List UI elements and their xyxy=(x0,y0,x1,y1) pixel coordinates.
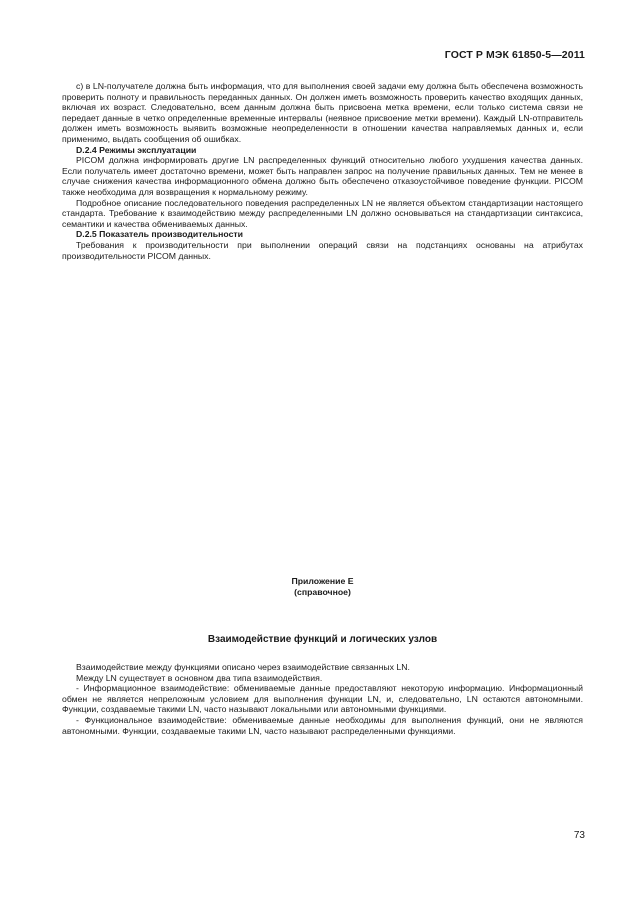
paragraph-e-1: Взаимодействие между функциями описано через взаимодействие связанных LN. xyxy=(76,662,410,672)
appendix-title: Приложение Е xyxy=(291,576,354,586)
appendix-subtitle: (справочное) xyxy=(294,587,351,597)
paragraph-d2-5: Требования к производительности при выполнении операций связи на подстанциях основаны на атрибутах производительности PICOM данных. xyxy=(62,239,583,261)
paragraph-item-c: с) в LN-получателе должна быть информация, что для выполнения своей задачи ему должна быть обеспечена возможность проверить полноту и правильность переданных данных. Он должен иметь возможность проверить качество входящих данных, включая их возраст. Следовательно, всем данным должна быть присвоена метка времени, если только система связи не передает данные в четко определенные временные интервалы (неявное присвоение метки времени). Каждый LN-отправитель должен иметь возможность выявить возможные неопределенности в отношении качества направляемых данных и, если применимо, выдать сообщения об ошибках. xyxy=(62,81,583,144)
page-number: 73 xyxy=(573,830,585,841)
paragraph-d2-4-2: Подробное описание последовательного поведения распределенных LN не является объектом стандартизации настоящего стандарта. Требование к взаимодействию между распределенными LN должно основываться на стандартизации синтаксиса, семантики и качества обмениваемых данных. xyxy=(62,197,583,229)
heading-d2-4: D.2.4 Режимы эксплуатации xyxy=(76,144,197,155)
section-appendix-e-body xyxy=(62,662,583,736)
appendix-label xyxy=(62,576,583,598)
paragraph-e-3: - Информационное взаимодействие: обмениваемые данные предоставляют некоторую информацию. Информационный обмен не является непреложным условием для выполнения функции LN, и, следовательно, LN остаются автономными. Функции, создаваемые такими LN, часто называют локальными или автономными функциями. xyxy=(62,683,583,715)
paragraph-d2-4-1: PICOM должна информировать другие LN распределенных функций относительно любого ухудшения качества данных. Если получатель имеет достаточно времени, может быть направлен запрос на получение правильных данных. Тем не менее в случае снижения качества информационного обмена должно быть обеспечено отказоустойчивое поведение функции. PICOM также необходима для возвращения к нормальному режиму. xyxy=(62,155,583,197)
section-d2-continuation xyxy=(62,81,583,261)
paragraph-e-4: - Функциональное взаимодействие: обмениваемые данные необходимы для выполнения функций, они не являются автономными. Функции, создаваемые такими LN, часто называют распределенными функциями. xyxy=(62,714,583,736)
appendix-e-title: Взаимодействие функций и логических узлов xyxy=(207,634,438,645)
heading-d2-5: D.2.5 Показатель производительности xyxy=(76,229,244,240)
document-header: ГОСТ Р МЭК 61850-5—2011 xyxy=(444,49,585,61)
paragraph-e-2: Между LN существует в основном два типа взаимодействия. xyxy=(76,672,323,683)
